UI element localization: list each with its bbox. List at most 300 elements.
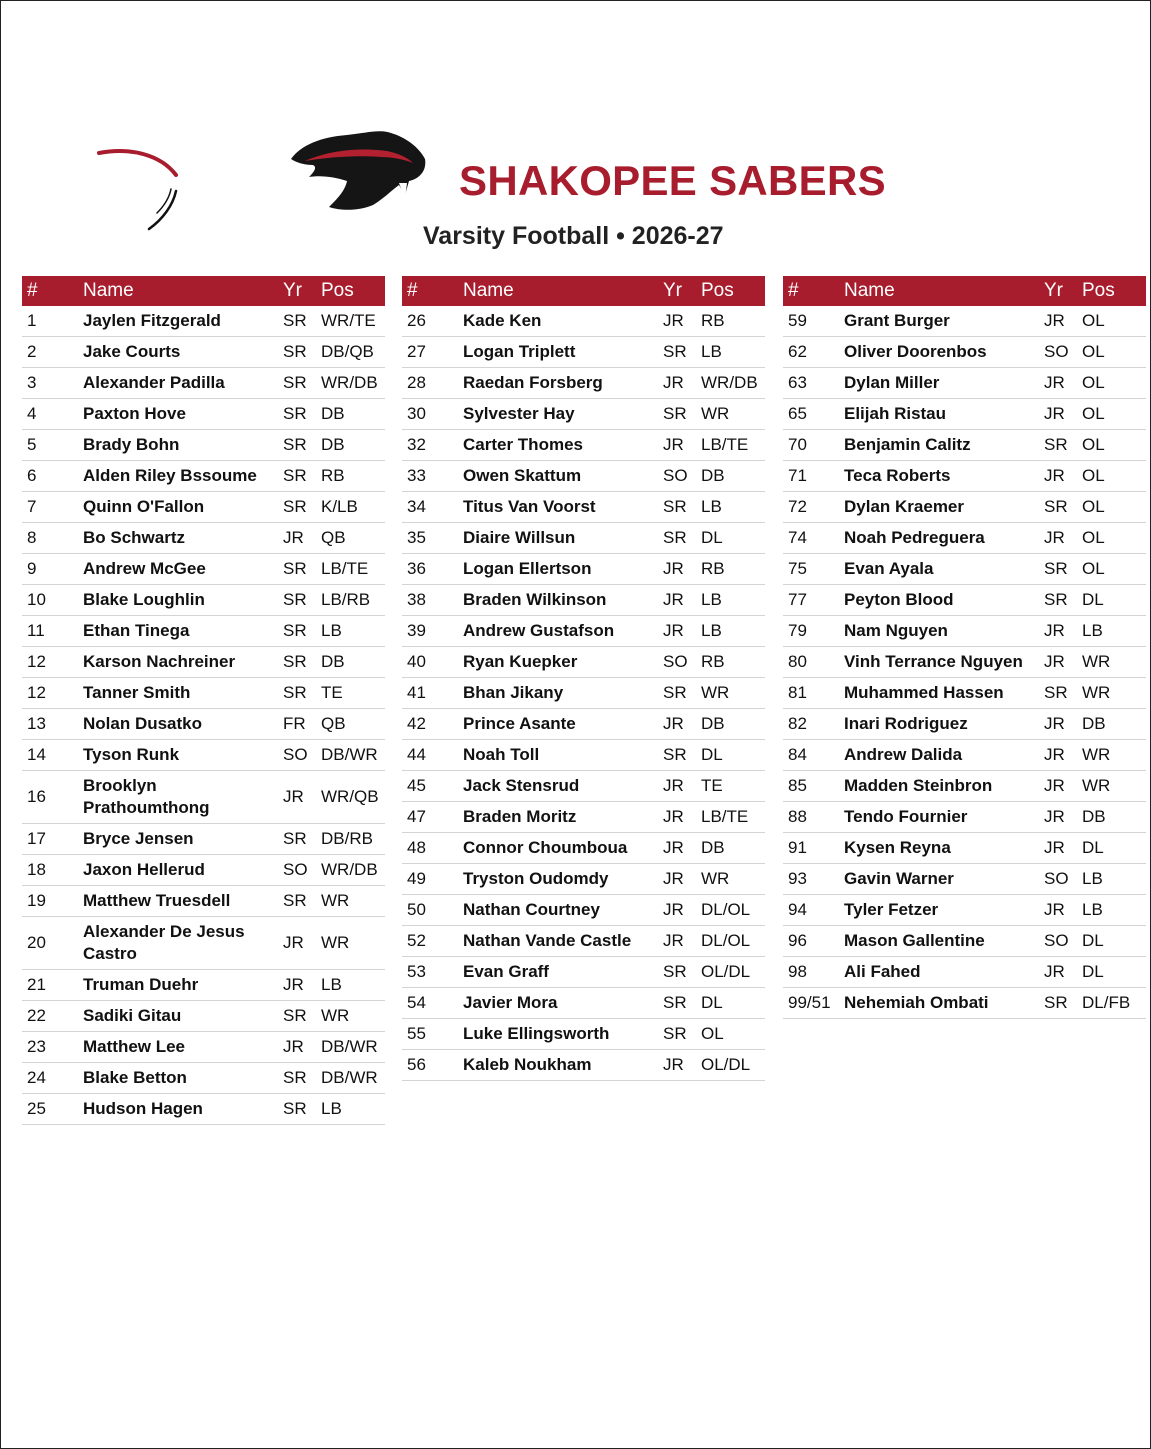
player-number: 30 [407, 404, 426, 423]
saber-cat-logo-icon [287, 125, 429, 213]
player-year: SR [283, 497, 307, 516]
player-number: 71 [788, 466, 807, 485]
table-row [22, 585, 385, 616]
player-year: JR [283, 1037, 304, 1056]
player-year: JR [1044, 962, 1065, 981]
table-row [22, 1094, 385, 1125]
table-row [402, 771, 765, 802]
player-position: OL [1082, 373, 1105, 392]
player-position: DB [321, 404, 345, 423]
table-row [783, 678, 1146, 709]
table-row [22, 306, 385, 337]
player-year: SR [663, 745, 687, 764]
table-row [402, 864, 765, 895]
player-number: 82 [788, 714, 807, 733]
player-number: 25 [27, 1099, 46, 1118]
player-year: SR [663, 962, 687, 981]
player-number: 44 [407, 745, 426, 764]
header-num: # [407, 280, 418, 301]
player-name: Braden Moritz [463, 807, 577, 826]
player-number: 52 [407, 931, 426, 950]
player-year: JR [1044, 900, 1065, 919]
player-number: 12 [27, 652, 46, 671]
player-year: SR [1044, 435, 1068, 454]
player-year: JR [1044, 528, 1065, 547]
player-year: JR [663, 373, 684, 392]
player-number: 80 [788, 652, 807, 671]
table-row [783, 833, 1146, 864]
player-number: 94 [788, 900, 807, 919]
player-year: SO [1044, 931, 1069, 950]
player-name: Muhammed Hassen [844, 683, 1004, 702]
player-number: 21 [27, 975, 46, 994]
player-year: JR [663, 931, 684, 950]
player-position: OL [1082, 311, 1105, 330]
player-year: SR [283, 311, 307, 330]
player-name: Tanner Smith [83, 683, 191, 702]
player-name: Quinn O'Fallon [83, 497, 205, 516]
player-year: JR [663, 807, 684, 826]
player-name: Kysen Reyna [844, 838, 951, 857]
player-year: SR [283, 590, 307, 609]
player-year: SR [1044, 559, 1068, 578]
player-position: WR [1082, 683, 1111, 702]
player-position: DL [1082, 838, 1104, 857]
player-number: 38 [407, 590, 426, 609]
header-num: # [788, 280, 799, 301]
player-position: TE [321, 683, 343, 702]
player-number: 3 [27, 373, 37, 392]
player-name: Jake Courts [83, 342, 181, 361]
player-name: Alexander Padilla [83, 373, 225, 392]
table-row [402, 523, 765, 554]
player-position: DB [701, 838, 725, 857]
player-position: WR [1082, 745, 1111, 764]
player-number: 33 [407, 466, 426, 485]
player-year: JR [1044, 466, 1065, 485]
player-name: Tyler Fetzer [844, 900, 939, 919]
player-year: SO [663, 652, 688, 671]
table-row [22, 523, 385, 554]
table-row [22, 824, 385, 855]
table-row [22, 1001, 385, 1032]
table-row [22, 709, 385, 740]
player-name: Connor Choumboua [463, 838, 628, 857]
player-name: Kade Ken [463, 311, 542, 330]
player-name: Jaxon Hellerud [83, 860, 205, 879]
table-row [783, 554, 1146, 585]
table-row [783, 616, 1146, 647]
table-row [783, 399, 1146, 430]
player-year: SR [283, 683, 307, 702]
player-position: LB [321, 621, 342, 640]
player-name: Bhan Jikany [463, 683, 564, 702]
player-position: WR/QB [321, 787, 379, 806]
red-swoosh-icon [91, 141, 191, 241]
player-position: OL [1082, 559, 1105, 578]
player-name: Paxton Hove [83, 404, 186, 423]
player-year: SR [283, 1068, 307, 1087]
player-name: Luke Ellingsworth [463, 1024, 610, 1043]
player-position: DL/OL [701, 931, 751, 950]
player-year: JR [663, 714, 684, 733]
player-year: JR [663, 435, 684, 454]
player-year: SR [283, 559, 307, 578]
player-number: 36 [407, 559, 426, 578]
player-number: 41 [407, 683, 426, 702]
player-name: Truman Duehr [83, 975, 199, 994]
player-name: Prince Asante [463, 714, 576, 733]
player-position: DB [1082, 714, 1106, 733]
player-year: JR [283, 528, 304, 547]
player-year: JR [663, 838, 684, 857]
table-row [783, 306, 1146, 337]
table-row [783, 988, 1146, 1019]
player-year: SO [283, 860, 308, 879]
player-name: Brooklyn Prathoumthong [83, 776, 210, 817]
table-row [22, 740, 385, 771]
table-row [22, 492, 385, 523]
player-year: SR [283, 342, 307, 361]
player-year: JR [1044, 838, 1065, 857]
player-position: LB/RB [321, 590, 371, 609]
player-name: Madden Steinbron [844, 776, 993, 795]
table-row [402, 399, 765, 430]
player-number: 22 [27, 1006, 46, 1025]
player-number: 50 [407, 900, 426, 919]
player-year: JR [663, 590, 684, 609]
player-number: 9 [27, 559, 37, 578]
player-number: 59 [788, 311, 807, 330]
player-name: Bryce Jensen [83, 829, 194, 848]
player-position: LB [1082, 869, 1103, 888]
player-position: DB/RB [321, 829, 373, 848]
player-number: 99/51 [788, 993, 831, 1012]
player-year: JR [663, 1055, 684, 1074]
player-number: 1 [27, 311, 37, 330]
player-number: 45 [407, 776, 426, 795]
player-number: 77 [788, 590, 807, 609]
player-name: Oliver Doorenbos [844, 342, 987, 361]
player-year: JR [1044, 776, 1065, 795]
player-year: SR [663, 683, 687, 702]
player-position: DB/WR [321, 745, 378, 764]
table-row [402, 740, 765, 771]
player-name: Teca Roberts [844, 466, 951, 485]
player-year: SR [283, 891, 307, 910]
table-row [783, 492, 1146, 523]
player-year: SO [283, 745, 308, 764]
player-year: JR [663, 869, 684, 888]
player-position: WR [1082, 776, 1111, 795]
player-name: Ali Fahed [844, 962, 921, 981]
player-name: Dylan Miller [844, 373, 940, 392]
table-row [783, 368, 1146, 399]
table-row [402, 1050, 765, 1081]
player-year: JR [1044, 745, 1065, 764]
player-number: 55 [407, 1024, 426, 1043]
player-position: DL [1082, 590, 1104, 609]
player-year: JR [1044, 373, 1065, 392]
player-year: SO [1044, 869, 1069, 888]
table-row [783, 337, 1146, 368]
table-row [402, 957, 765, 988]
table-row [783, 895, 1146, 926]
player-position: K/LB [321, 497, 358, 516]
player-number: 7 [27, 497, 37, 516]
roster-column-3 [783, 276, 1146, 1019]
player-name: Ethan Tinega [83, 621, 190, 640]
player-position: DL/OL [701, 900, 751, 919]
player-year: JR [663, 621, 684, 640]
player-year: SR [283, 829, 307, 848]
table-row [402, 926, 765, 957]
player-name: Nathan Courtney [463, 900, 600, 919]
table-row [22, 917, 385, 970]
player-year: SR [1044, 683, 1068, 702]
table-row [402, 895, 765, 926]
table-row [402, 337, 765, 368]
player-name: Mason Gallentine [844, 931, 985, 950]
player-year: JR [283, 787, 304, 806]
roster-column-1 [22, 276, 385, 1125]
player-position: DL [701, 993, 723, 1012]
player-year: JR [283, 975, 304, 994]
player-position: DL/FB [1082, 993, 1131, 1012]
player-position: DB [1082, 807, 1106, 826]
player-name: Braden Wilkinson [463, 590, 607, 609]
player-year: SR [663, 993, 687, 1012]
player-year: JR [663, 559, 684, 578]
table-row [783, 771, 1146, 802]
player-year: SR [283, 466, 307, 485]
player-number: 91 [788, 838, 807, 857]
player-number: 11 [27, 621, 45, 640]
player-number: 32 [407, 435, 426, 454]
table-row [783, 709, 1146, 740]
table-row [402, 647, 765, 678]
table-row [783, 864, 1146, 895]
page-title: SHAKOPEE SABERS [459, 157, 886, 204]
table-row [402, 461, 765, 492]
player-position: OL [1082, 466, 1105, 485]
player-name: Karson Nachreiner [83, 652, 236, 671]
player-number: 54 [407, 993, 426, 1012]
table-header [402, 276, 765, 306]
player-name: Jack Stensrud [463, 776, 580, 795]
player-year: SR [283, 404, 307, 423]
table-row [402, 430, 765, 461]
player-name: Kaleb Noukham [463, 1055, 592, 1074]
player-position: OL [1082, 342, 1105, 361]
player-year: JR [1044, 652, 1065, 671]
table-row [402, 616, 765, 647]
player-number: 18 [27, 860, 46, 879]
player-position: QB [321, 528, 346, 547]
page-subtitle: Varsity Football • 2026-27 [423, 222, 724, 250]
player-year: SO [663, 466, 688, 485]
player-position: DB/QB [321, 342, 374, 361]
player-name: Andrew Dalida [844, 745, 963, 764]
table-row [402, 802, 765, 833]
player-number: 20 [27, 933, 46, 952]
player-number: 70 [788, 435, 807, 454]
player-name: Nathan Vande Castle [463, 931, 632, 950]
player-position: WR/DB [321, 860, 378, 879]
player-name: Matthew Lee [83, 1037, 186, 1056]
roster-column-2 [402, 276, 765, 1081]
table-row [402, 306, 765, 337]
player-position: WR [1082, 652, 1111, 671]
player-name: Tyson Runk [83, 745, 180, 764]
player-position: DB/WR [321, 1037, 378, 1056]
player-name: Diaire Willsun [463, 528, 576, 547]
table-row [402, 585, 765, 616]
header-yr: Yr [663, 280, 682, 301]
player-number: 23 [27, 1037, 46, 1056]
player-year: SR [663, 497, 687, 516]
player-position: WR [321, 891, 350, 910]
player-name: Elijah Ristau [844, 404, 947, 423]
player-year: JR [283, 933, 304, 952]
table-row [22, 616, 385, 647]
player-number: 17 [27, 829, 46, 848]
table-row [402, 554, 765, 585]
player-position: DB/WR [321, 1068, 378, 1087]
player-number: 26 [407, 311, 426, 330]
player-name: Logan Triplett [463, 342, 576, 361]
table-row [22, 771, 385, 824]
player-name: Alden Riley Bssoume [83, 466, 257, 485]
player-name: Nolan Dusatko [83, 714, 203, 733]
player-name: Hudson Hagen [83, 1099, 203, 1118]
player-name: Jaylen Fitzgerald [83, 311, 221, 330]
player-name: Raedan Forsberg [463, 373, 603, 392]
table-row [402, 368, 765, 399]
player-position: LB/TE [701, 435, 749, 454]
player-position: OL [1082, 435, 1105, 454]
table-row [402, 1019, 765, 1050]
player-position: LB [321, 975, 342, 994]
player-position: DB [321, 652, 345, 671]
player-year: SR [1044, 993, 1068, 1012]
player-number: 79 [788, 621, 807, 640]
player-name: Noah Toll [463, 745, 540, 764]
player-name: Sylvester Hay [463, 404, 575, 423]
table-row [22, 337, 385, 368]
header-name: Name [83, 280, 134, 301]
player-position: WR/DB [321, 373, 378, 392]
table-row [783, 926, 1146, 957]
player-name: Matthew Truesdell [83, 891, 231, 910]
player-number: 53 [407, 962, 426, 981]
player-number: 14 [27, 745, 46, 764]
table-row [22, 970, 385, 1001]
player-position: TE [701, 776, 723, 795]
player-number: 8 [27, 528, 37, 547]
header-pos: Pos [321, 280, 354, 301]
player-number: 24 [27, 1068, 46, 1087]
player-position: LB [701, 621, 722, 640]
player-name: Blake Betton [83, 1068, 187, 1087]
player-position: OL/DL [701, 962, 751, 981]
player-position: WR [701, 869, 730, 888]
player-position: WR/DB [701, 373, 758, 392]
player-number: 6 [27, 466, 37, 485]
player-name: Noah Pedreguera [844, 528, 985, 547]
player-number: 74 [788, 528, 807, 547]
player-position: DB [701, 466, 725, 485]
player-name: Nehemiah Ombati [844, 993, 989, 1012]
player-position: WR [701, 404, 730, 423]
table-row [22, 554, 385, 585]
table-row [402, 709, 765, 740]
table-row [22, 461, 385, 492]
header-name: Name [463, 280, 514, 301]
player-year: SR [283, 621, 307, 640]
player-number: 4 [27, 404, 37, 423]
player-position: WR/TE [321, 311, 376, 330]
header-yr: Yr [283, 280, 302, 301]
player-number: 2 [27, 342, 37, 361]
table-row [402, 833, 765, 864]
player-number: 49 [407, 869, 426, 888]
player-position: RB [701, 652, 725, 671]
table-row [402, 678, 765, 709]
table-row [783, 802, 1146, 833]
player-name: Grant Burger [844, 311, 950, 330]
player-number: 5 [27, 435, 37, 454]
player-year: SR [283, 1006, 307, 1025]
player-number: 84 [788, 745, 807, 764]
player-number: 10 [27, 590, 46, 609]
player-position: DL [1082, 931, 1104, 950]
player-name: Javier Mora [463, 993, 558, 1012]
player-year: SR [283, 435, 307, 454]
player-number: 40 [407, 652, 426, 671]
player-position: WR [321, 933, 350, 952]
player-number: 85 [788, 776, 807, 795]
player-number: 96 [788, 931, 807, 950]
table-row [22, 1032, 385, 1063]
player-number: 34 [407, 497, 426, 516]
player-position: RB [701, 311, 725, 330]
player-name: Andrew McGee [83, 559, 206, 578]
player-year: JR [1044, 621, 1065, 640]
player-name: Vinh Terrance Nguyen [844, 652, 1023, 671]
player-number: 19 [27, 891, 46, 910]
player-number: 65 [788, 404, 807, 423]
player-position: LB/TE [701, 807, 749, 826]
player-position: OL [1082, 528, 1105, 547]
header-pos: Pos [701, 280, 734, 301]
player-position: DL [1082, 962, 1104, 981]
player-number: 27 [407, 342, 426, 361]
player-number: 28 [407, 373, 426, 392]
player-year: JR [1044, 311, 1065, 330]
header-yr: Yr [1044, 280, 1063, 301]
player-year: SR [663, 1024, 687, 1043]
table-row [783, 585, 1146, 616]
table-row [22, 886, 385, 917]
player-name: Sadiki Gitau [83, 1006, 182, 1025]
player-position: RB [321, 466, 345, 485]
table-row [22, 399, 385, 430]
player-number: 88 [788, 807, 807, 826]
player-name: Blake Loughlin [83, 590, 205, 609]
player-name: Peyton Blood [844, 590, 954, 609]
table-row [783, 740, 1146, 771]
